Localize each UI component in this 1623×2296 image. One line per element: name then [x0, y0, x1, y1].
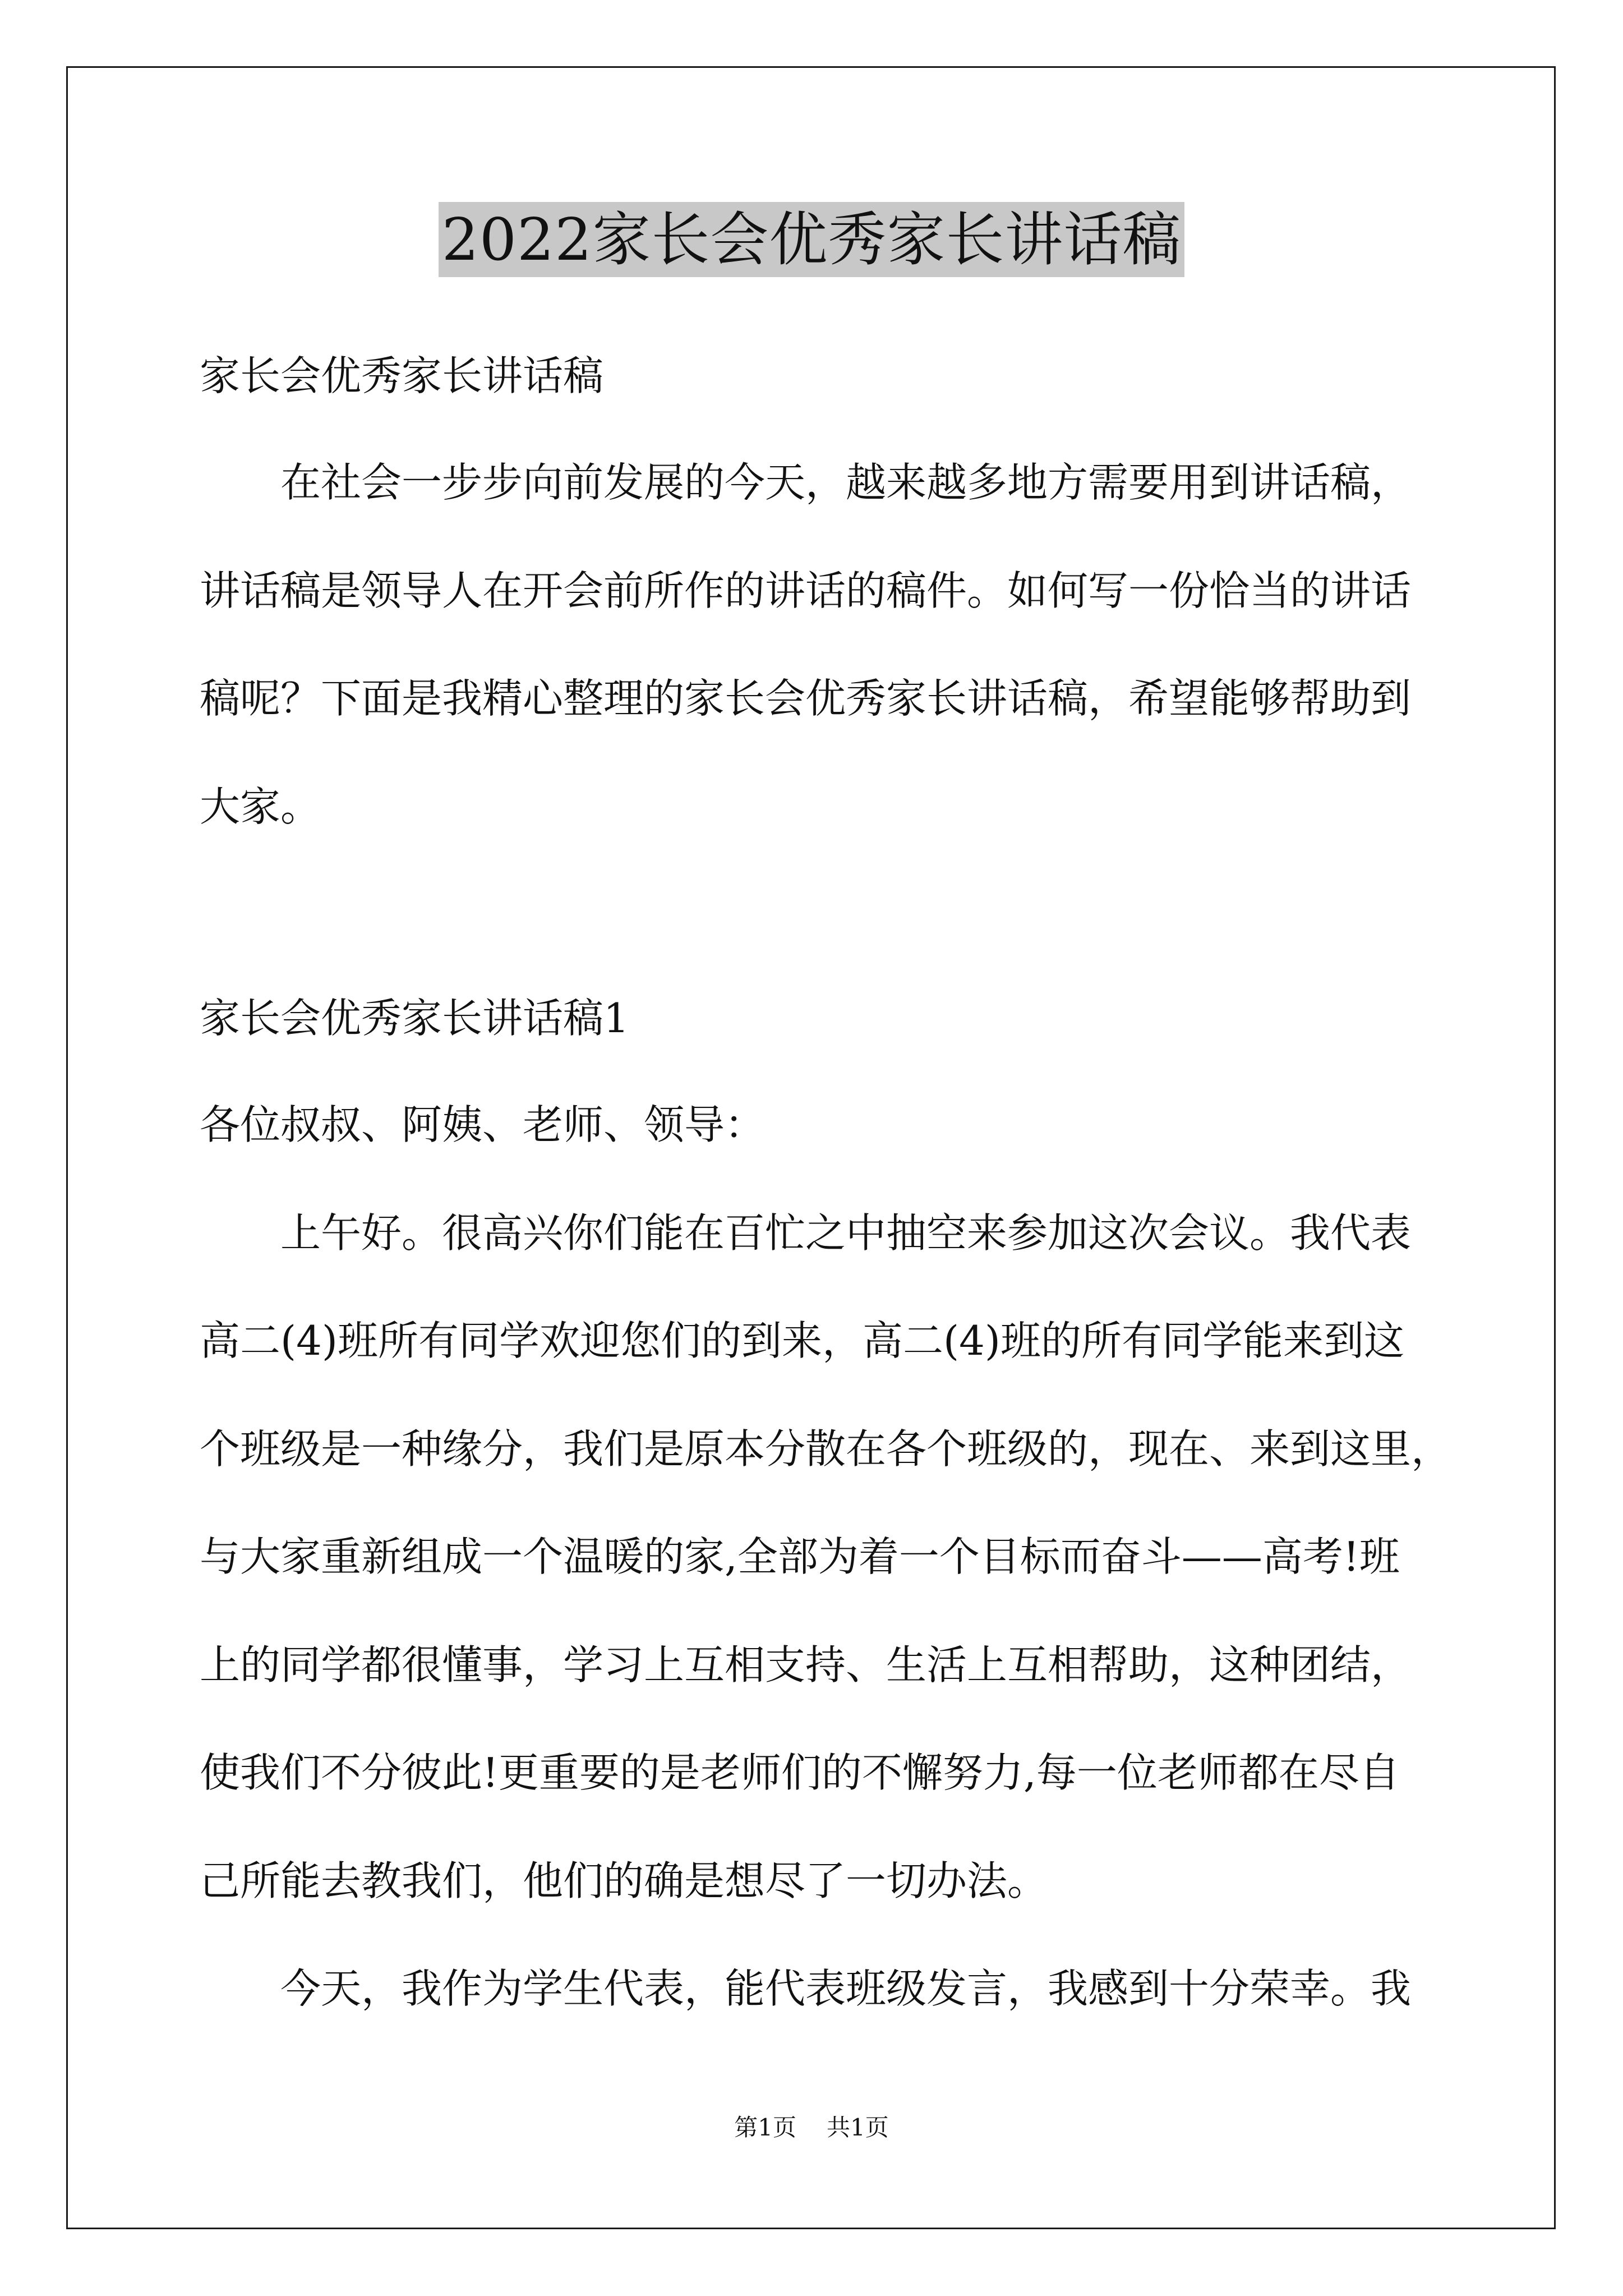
- body-line-2: 高二(4)班所有同学欢迎您们的到来，高二(4)班的所有同学能来到这: [200, 1317, 1404, 1364]
- intro-line-2: 讲话稿是领导人在开会前所作的讲话的稿件。如何写一份恰当的讲话: [200, 567, 1412, 614]
- salutation: 各位叔叔、阿姨、老师、领导：: [200, 1101, 766, 1148]
- body-line-4: 与大家重新组成一个温暖的家,全部为着一个目标而奋斗——高考!班: [200, 1533, 1400, 1580]
- body-line-3: 个班级是一种缘分，我们是原本分散在各个班级的，现在、来到这里，: [200, 1425, 1452, 1473]
- intro-line-1: 在社会一步步向前发展的今天，越来越多地方需要用到讲话稿，: [280, 459, 1412, 506]
- body-line-1: 上午好。很高兴你们能在百忙之中抽空来参加这次会议。我代表: [280, 1209, 1412, 1257]
- body-line-8: 今天，我作为学生代表，能代表班级发言，我感到十分荣幸。我: [280, 1965, 1412, 2012]
- page-number-current: 第1页: [734, 2114, 796, 2141]
- body-line-5: 上的同学都很懂事，学习上互相支持、生活上互相帮助，这种团结，: [200, 1641, 1412, 1688]
- document-title: 2022家长会优秀家长讲话稿: [439, 202, 1185, 277]
- page-number-total: 共1页: [827, 2114, 889, 2141]
- page-footer: [0, 2112, 1623, 2143]
- intro-line-4: 大家。: [200, 783, 321, 830]
- body-line-7: 己所能去教我们，他们的确是想尽了一切办法。: [200, 1857, 1048, 1904]
- body-line-6: 使我们不分彼此!更重要的是老师们的不懈努力,每一位老师都在尽自: [200, 1749, 1400, 1796]
- section-heading: 家长会优秀家长讲话稿1: [200, 995, 629, 1042]
- subtitle: 家长会优秀家长讲话稿: [200, 352, 604, 399]
- title-container: [0, 202, 1623, 277]
- intro-line-3: 稿呢？下面是我精心整理的家长会优秀家长讲话稿，希望能够帮助到: [200, 675, 1412, 722]
